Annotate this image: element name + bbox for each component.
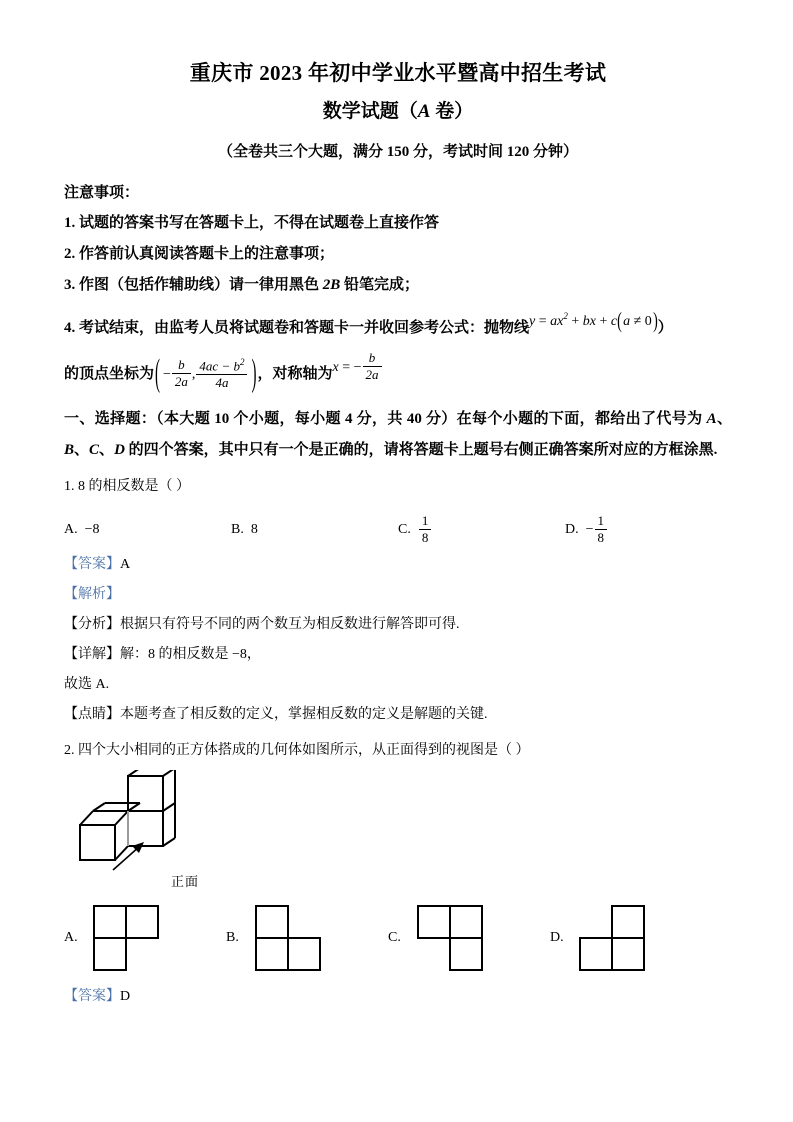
notices-heading: 注意事项：	[64, 185, 140, 201]
fenxi-marker: 【分析】	[64, 617, 120, 633]
question-1-option-a[interactable]	[64, 510, 231, 550]
notice-item-4	[64, 301, 732, 344]
option-d-numerator: 1	[595, 514, 608, 530]
question-2-figure	[64, 770, 732, 900]
notice-item-4-text: 4. 考试结束，由监考人员将试题卷和答题卡一并收回参考公式：抛物线	[64, 320, 530, 336]
front-view-label: 正面	[171, 874, 200, 890]
xiangjie-text: 解：8 的相反数是 −8，	[120, 647, 261, 663]
option-c-denominator: 8	[421, 529, 429, 545]
view-shape-top-right-bottom-two	[576, 902, 648, 974]
question-1-analysis-marker	[64, 580, 732, 610]
view-shape-top-two-bottom-right	[414, 902, 486, 974]
question-2-option-b[interactable]	[226, 902, 388, 974]
option-d-fraction	[595, 514, 608, 544]
exam-info-note: （全卷共三个大题，满分 150 分，考试时间 120 分钟）	[217, 144, 578, 160]
question-1-dianjing	[64, 700, 732, 730]
vertex-axis-line	[64, 344, 732, 398]
option-c-fraction	[419, 514, 432, 544]
section-heading-part1: 一、选择题：（本大题 10 个小题，每小题 4 分，共 40 分）在每个小题的下面，都给出了代号为	[64, 411, 707, 428]
dianjing-text: 本题考查了相反数的定义，掌握相反数的定义是解题的关键.	[120, 707, 488, 723]
vertex-coordinates-formula: ( − $\frac{b}{2a}$ , $\frac{4ac - b^2}{4a}$ )	[154, 351, 257, 398]
option-c-label: C.	[388, 930, 401, 946]
view-shape-top-two-bottom-left	[90, 902, 162, 974]
option-b-label: B.	[231, 522, 244, 538]
analysis-marker: 【解析】	[64, 587, 120, 603]
option-c-label: C.	[398, 522, 411, 538]
view-shape-top-left-bottom-two	[252, 902, 324, 974]
notice-item-4-suffix: ）	[657, 320, 673, 336]
question-1-stem: 1. 8 的相反数是（ ）	[64, 479, 190, 495]
axis-prefix-text: ，对称轴为	[257, 366, 333, 382]
question-2-option-d[interactable]	[550, 902, 712, 974]
answer-value: D	[120, 989, 131, 1005]
option-a-value: −8	[84, 522, 100, 538]
answer-value: A	[120, 557, 131, 573]
question-1-option-d[interactable]	[565, 510, 732, 550]
subtitle-suffix: 卷）	[430, 101, 474, 122]
option-c-numerator: 1	[419, 514, 432, 530]
page-subtitle	[64, 98, 732, 126]
question-2-stem: 2. 四个大小相同的正方体搭成的几何体如图所示，从正面得到的视图是（ ）	[64, 743, 530, 759]
option-a-label: A.	[64, 930, 78, 946]
option-d-label: D.	[565, 522, 579, 538]
section-choice-d: D	[114, 442, 125, 459]
question-2-options	[64, 902, 732, 974]
question-1-options	[64, 510, 732, 550]
option-d-label: D.	[550, 930, 564, 946]
option-a-label: A.	[64, 522, 78, 538]
subtitle-volume: A	[417, 101, 431, 122]
notice-item-2: 2. 作答前认真阅读答题卡上的注意事项；	[64, 246, 335, 262]
cube-solid-diagram	[70, 770, 270, 890]
section-choice-a: A	[706, 411, 717, 428]
axis-of-symmetry-formula: x = − $\frac{b}{2a}$	[333, 344, 383, 391]
question-1-fenxi	[64, 610, 732, 640]
notice-item-3: 3. 作图（包括作辅助线）请一律用黑色 2B 铅笔完成；	[64, 277, 420, 293]
question-1-xiangjie	[64, 640, 732, 670]
section-heading-part2: 的四个答案，其中只有一个是正确的，请将答题卡上题号右侧正确答案所对应的方框涂黑.	[124, 442, 718, 459]
dianjing-marker: 【点睛】	[64, 707, 120, 723]
vertex-prefix-text: 的顶点坐标为	[64, 366, 155, 382]
section-choice-b: B	[64, 442, 75, 459]
fenxi-text: 根据只有符号不同的两个数互为相反数进行解答即可得.	[120, 617, 460, 633]
subtitle-prefix: 数学试题（	[322, 101, 418, 122]
section-1-heading	[64, 404, 732, 466]
question-2-answer	[64, 982, 732, 1012]
question-2-option-c[interactable]	[388, 902, 550, 974]
section-sep-3: 、	[99, 442, 115, 459]
option-b-label: B.	[226, 930, 239, 946]
option-d-sign: −	[585, 522, 594, 538]
notice-item-1: 1. 试题的答案书写在答题卡上，不得在试题卷上直接作答	[64, 215, 440, 231]
question-1-conclusion: 故选 A.	[64, 677, 110, 693]
option-b-value: 8	[250, 522, 258, 538]
question-1-answer	[64, 550, 732, 580]
question-2-option-a[interactable]	[64, 902, 226, 974]
section-choice-c: C	[89, 442, 100, 459]
section-sep-1: 、	[716, 411, 732, 428]
xiangjie-marker: 【详解】	[64, 647, 120, 663]
page-title: 重庆市 2023 年初中学业水平暨高中招生考试	[189, 61, 607, 85]
section-sep-2: 、	[74, 442, 90, 459]
answer-marker: 【答案】	[64, 557, 120, 573]
option-d-denominator: 8	[597, 529, 605, 545]
answer-marker: 【答案】	[64, 989, 120, 1005]
page-content	[64, 58, 732, 1012]
question-1-option-c[interactable]	[398, 510, 565, 550]
question-1-option-b[interactable]	[231, 510, 398, 550]
parabola-formula: $y = ax^2$ + bx + c ( a ≠ 0 )	[529, 301, 658, 337]
